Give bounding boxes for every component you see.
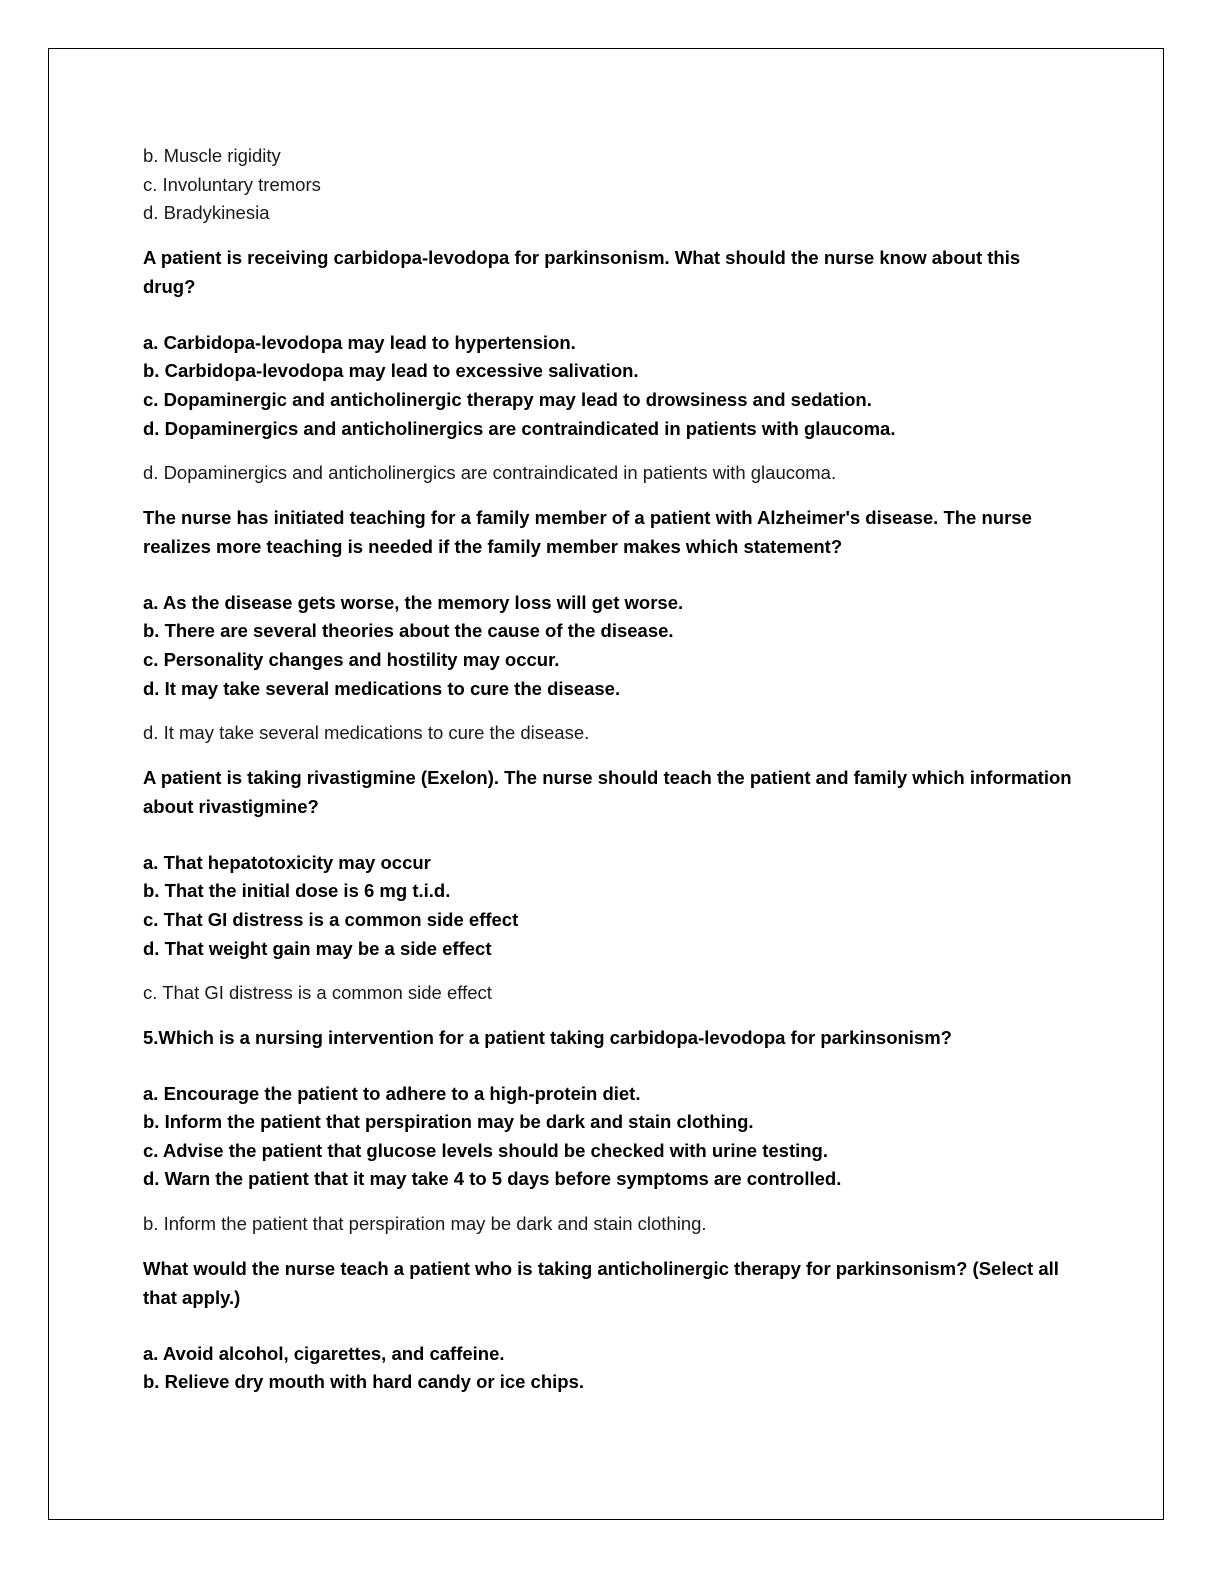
option-line: c. That GI distress is a common side effect (143, 908, 519, 930)
option-line: b. There are several theories about the cause of the disease. (143, 620, 674, 642)
option-line: a. As the disease gets worse, the memory loss will get worse. (143, 591, 684, 613)
option-line: b. That the initial dose is 6 mg t.i.d. (143, 880, 451, 902)
answer-line: c. That GI distress is a common side effect (143, 982, 492, 1004)
answer-line: d. Dopaminergics and anticholinergics are contraindicated in patients with glaucoma. (143, 462, 837, 484)
option-line: b. Muscle rigidity (143, 145, 281, 166)
answer-line: d. It may take several medications to cure the disease. (143, 722, 590, 744)
option-line: d. Dopaminergics and anticholinergics are contraindicated in patients with glaucoma. (143, 417, 896, 439)
option-line: d. It may take several medications to cure the disease. (143, 677, 621, 699)
option-line: b. Carbidopa-levodopa may lead to excessive salivation. (143, 360, 639, 382)
question-text: A patient is taking rivastigmine (Exelon). The nurse should teach the patient and family which information about rivastigmine? (143, 766, 1072, 817)
option-line: b. Relieve dry mouth with hard candy or ice chips. (143, 1371, 585, 1393)
option-line: a. That hepatotoxicity may occur (143, 851, 431, 873)
option-line: a. Carbidopa-levodopa may lead to hypertension. (143, 331, 576, 353)
option-line: d. Bradykinesia (143, 202, 270, 224)
document-body (143, 142, 1073, 1397)
option-line: c. Dopaminergic and anticholinergic therapy may lead to drowsiness and sedation. (143, 388, 872, 410)
question-text: 5.Which is a nursing intervention for a patient taking carbidopa-levodopa for parkinsonism? (143, 1026, 952, 1048)
question-text: What would the nurse teach a patient who is taking anticholinergic therapy for parkinsonism? (Select all that apply.) (143, 1257, 1059, 1308)
option-line: a. Encourage the patient to adhere to a high-protein diet. (143, 1082, 641, 1104)
option-line: c. Involuntary tremors (143, 173, 321, 195)
answer-line: b. Inform the patient that perspiration may be dark and stain clothing. (143, 1213, 707, 1235)
question-text: A patient is receiving carbidopa-levodopa for parkinsonism. What should the nurse know about this drug? (143, 246, 1021, 297)
option-line: a. Avoid alcohol, cigarettes, and caffeine. (143, 1342, 505, 1364)
option-line: c. Personality changes and hostility may occur. (143, 648, 560, 670)
question-text: The nurse has initiated teaching for a family member of a patient with Alzheimer's disease. The nurse realizes more teaching is needed if the family member makes which statement? (143, 506, 1032, 557)
option-line: d. Warn the patient that it may take 4 to 5 days before symptoms are controlled. (143, 1168, 842, 1190)
option-line: c. Advise the patient that glucose levels should be checked with urine testing. (143, 1139, 828, 1161)
option-line: d. That weight gain may be a side effect (143, 937, 492, 959)
option-line: b. Inform the patient that perspiration may be dark and stain clothing. (143, 1111, 754, 1133)
